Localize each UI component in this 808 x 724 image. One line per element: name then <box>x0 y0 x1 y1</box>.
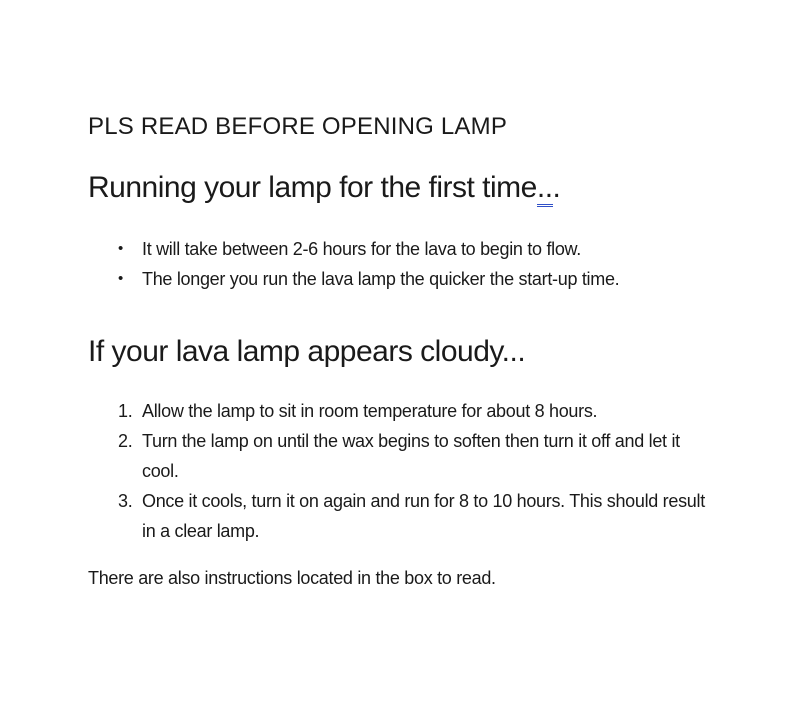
first-time-bullet-list <box>88 234 800 294</box>
numbered-list-item <box>118 396 800 426</box>
step-text-line: Allow the lamp to sit in room temperature for about 8 hours. <box>142 401 598 421</box>
step-number: 2. <box>118 431 133 451</box>
heading-first-time-text: Running your lamp for the first time <box>88 171 537 204</box>
footer-note: There are also instructions located in the box to read. <box>88 568 496 588</box>
bullet-icon: • <box>118 270 123 287</box>
step-text-line: in a clear lamp. <box>142 521 260 541</box>
numbered-list-item <box>118 426 800 486</box>
bullet-list-item <box>118 264 800 294</box>
heading-cloudy: If your lava lamp appears cloudy... <box>88 335 526 368</box>
step-text-line: cool. <box>142 461 179 481</box>
grammar-check-underline-mark: .. <box>537 171 553 207</box>
bullet-item-text: It will take between 2-6 hours for the lava to begin to flow. <box>142 239 581 259</box>
step-text-line: Once it cools, turn it on again and run for 8 to 10 hours. This should result <box>142 491 705 511</box>
numbered-list-item <box>118 486 800 546</box>
step-number: 1. <box>118 401 133 421</box>
bullet-list-item <box>118 234 800 264</box>
cloudy-steps-list <box>88 396 800 546</box>
step-number: 3. <box>118 491 133 511</box>
step-text-line: Turn the lamp on until the wax begins to soften then turn it off and let it <box>142 431 680 451</box>
heading-first-time <box>88 169 800 207</box>
bullet-icon: • <box>118 240 123 257</box>
document-title: PLS READ BEFORE OPENING LAMP <box>88 113 508 140</box>
bullet-item-text: The longer you run the lava lamp the quicker the start-up time. <box>142 269 620 289</box>
heading-first-time-ellipsis-end: . <box>552 171 561 204</box>
